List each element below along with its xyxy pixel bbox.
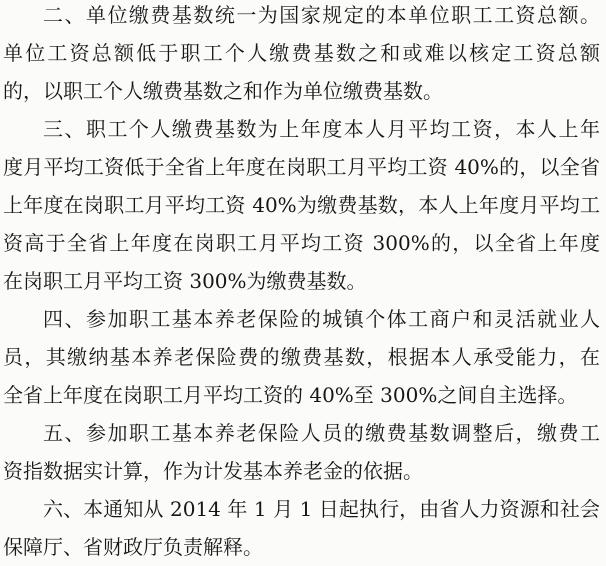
paragraph-line: 上年度在岗职工月平均工资 40%为缴费基数，本人上年度月平均工 [3,193,600,217]
paragraph-line: 五、参加职工基本养老保险人员的缴费基数调整后，缴费工 [43,421,600,445]
paragraph-line: 在岗职工月平均工资 300%为缴费基数。 [3,269,367,293]
document-page [3,0,600,566]
paragraph-2 [3,0,600,110]
paragraph-line: 三、职工个人缴费基数为上年度本人月平均工资，本人上年 [43,117,600,141]
paragraph-line: 全省上年度在岗职工月平均工资的 40%至 300%之间自主选择。 [3,383,578,407]
paragraph-line: 四、参加职工基本养老保险的城镇个体工商户和灵活就业人 [43,307,600,331]
paragraph-line: 资高于全省上年度在岗职工月平均工资 300%的，以全省上年度 [3,231,600,255]
paragraph-line: 保障厅、省财政厅负责解释。 [3,535,263,559]
paragraph-line: 度月平均工资低于全省上年度在岗职工月平均工资 40%的，以全省 [3,155,600,179]
paragraph-line: 六、本通知从 2014 年 1 月 1 日起执行，由省人力资源和社会 [43,497,600,521]
paragraph-line: 资指数据实计算，作为计发基本养老金的依据。 [3,459,423,483]
paragraph-line: 的，以职工个人缴费基数之和作为单位缴费基数。 [3,79,443,103]
paragraph-line: 二、单位缴费基数统一为国家规定的本单位职工工资总额。 [43,3,600,27]
paragraph-4 [3,300,600,414]
paragraph-line: 员，其缴纳基本养老保险费的缴费基数，根据本人承受能力，在 [3,345,600,369]
paragraph-5 [3,414,600,490]
paragraph-line: 单位工资总额低于职工个人缴费基数之和或难以核定工资总额 [3,41,600,65]
paragraph-6 [3,490,600,566]
paragraph-3 [3,110,600,300]
